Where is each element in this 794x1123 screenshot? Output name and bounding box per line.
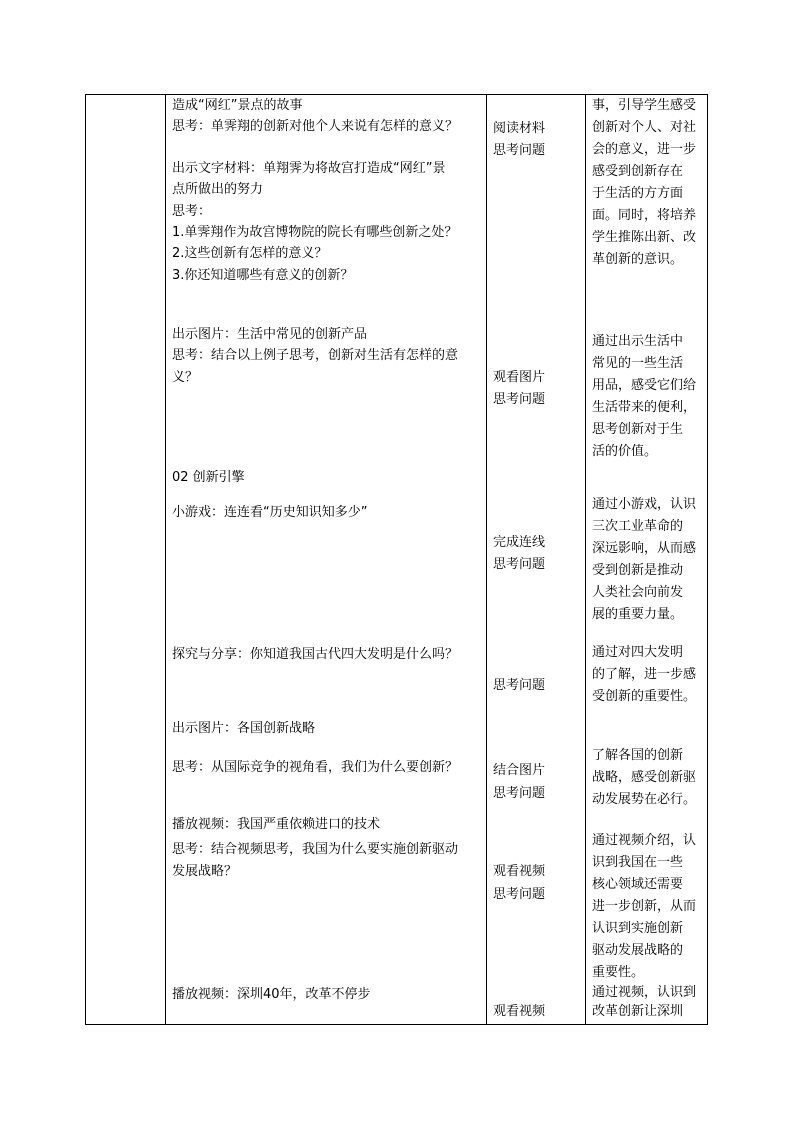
intent-line: 进一步创新，从而 — [592, 899, 697, 914]
content-line: 探究与分享：你知道我国古代四大发明是什么吗？ — [172, 647, 459, 662]
content-line: 点所做出的努力 — [172, 182, 264, 197]
content-line: 思考： — [172, 204, 212, 219]
content-line: 造成“网红”景点的故事 — [172, 98, 303, 113]
intent-line: 了解各国的创新 — [592, 748, 684, 763]
content-line: 思考：从国际竞争的视角看，我们为什么要创新？ — [172, 760, 459, 775]
intent-line: 受到创新是推动 — [592, 563, 684, 578]
column-divider-1 — [165, 94, 166, 1025]
activity-line: 思考问题 — [493, 678, 546, 693]
activity-line: 阅读材料 — [493, 121, 546, 136]
intent-line: 受创新的重要性。 — [592, 689, 697, 704]
intent-line: 事，引导学生感受 — [592, 98, 697, 113]
content-line: 3.你还知道哪些有意义的创新？ — [172, 268, 354, 283]
content-line: 出示图片：各国创新战略 — [172, 721, 316, 736]
activity-line: 观看视频 — [493, 864, 546, 879]
content-line: 义？ — [172, 370, 199, 385]
activity-line: 思考问题 — [493, 786, 546, 801]
intent-line: 认识到实施创新 — [592, 921, 684, 936]
content-line: 思考：结合以上例子思考，创新对生活有怎样的意 — [172, 348, 459, 363]
intent-line: 驱动发展战略的 — [592, 943, 684, 958]
intent-line: 深远影响，从而感 — [592, 541, 697, 556]
section-heading: 02 创新引擎 — [172, 470, 245, 485]
content-line: 出示图片：生活中常见的创新产品 — [172, 327, 368, 342]
content-line: 出示文字材料：单翔霁为将故宫打造成“网红”景 — [172, 161, 446, 176]
intent-line: 会的意义，进一步 — [592, 142, 697, 157]
intent-line: 思考创新对于生 — [592, 422, 684, 437]
content-line: 思考：结合视频思考，我国为什么要实施创新驱动 — [172, 842, 459, 857]
intent-line: 革创新的意识。 — [592, 252, 684, 267]
intent-line: 人类社会向前发 — [592, 585, 684, 600]
intent-line: 重要性。 — [592, 965, 645, 980]
intent-line: 三次工业革命的 — [592, 519, 684, 534]
intent-line: 通过小游戏，认识 — [592, 497, 697, 512]
activity-line: 思考问题 — [493, 887, 546, 902]
content-line: 小游戏：连连看“历史知识知多少” — [172, 505, 368, 520]
intent-line: 学生推陈出新、改 — [592, 230, 697, 245]
activity-line: 思考问题 — [493, 143, 546, 158]
intent-line: 用品，感受它们给 — [592, 378, 697, 393]
intent-line: 感受到创新存在 — [592, 164, 684, 179]
content-line: 2.这些创新有怎样的意义？ — [172, 246, 328, 261]
activity-line: 观看视频 — [493, 1004, 546, 1019]
intent-line: 识到我国在一些 — [592, 855, 684, 870]
column-divider-3 — [585, 94, 586, 1025]
intent-line: 生活带来的便利， — [592, 400, 697, 415]
intent-line: 通过出示生活中 — [592, 334, 684, 349]
intent-line: 展的重要力量。 — [592, 607, 684, 622]
intent-line: 通过视频，认识到 — [592, 985, 697, 1000]
activity-line: 思考问题 — [493, 557, 546, 572]
intent-line: 核心领域还需要 — [592, 877, 684, 892]
content-line: 思考：单霁翔的创新对他个人来说有怎样的意义？ — [172, 119, 459, 134]
content-line: 播放视频：我国严重依赖进口的技术 — [172, 817, 381, 832]
intent-line: 于生活的方方面 — [592, 186, 684, 201]
column-divider-2 — [486, 94, 487, 1025]
activity-line: 完成连线 — [493, 535, 546, 550]
activity-line: 思考问题 — [493, 392, 546, 407]
activity-line: 结合图片 — [493, 763, 546, 778]
intent-line: 动发展势在必行。 — [592, 792, 697, 807]
content-line: 发展战略？ — [172, 864, 238, 879]
intent-line: 改革创新让深圳 — [592, 1004, 684, 1019]
content-line: 播放视频：深圳40年，改革不停步 — [172, 987, 371, 1002]
intent-line: 面。同时，将培养 — [592, 208, 697, 223]
intent-line: 战略，感受创新驱 — [592, 770, 697, 785]
intent-line: 的了解，进一步感 — [592, 667, 697, 682]
intent-line: 常见的一些生活 — [592, 356, 684, 371]
intent-line: 活的价值。 — [592, 444, 658, 459]
intent-line: 创新对个人、对社 — [592, 120, 697, 135]
content-line: 1.单霁翔作为故宫博物院的院长有哪些创新之处？ — [172, 225, 458, 240]
intent-line: 通过视频介绍，认 — [592, 833, 697, 848]
activity-line: 观看图片 — [493, 370, 546, 385]
intent-line: 通过对四大发明 — [592, 645, 684, 660]
